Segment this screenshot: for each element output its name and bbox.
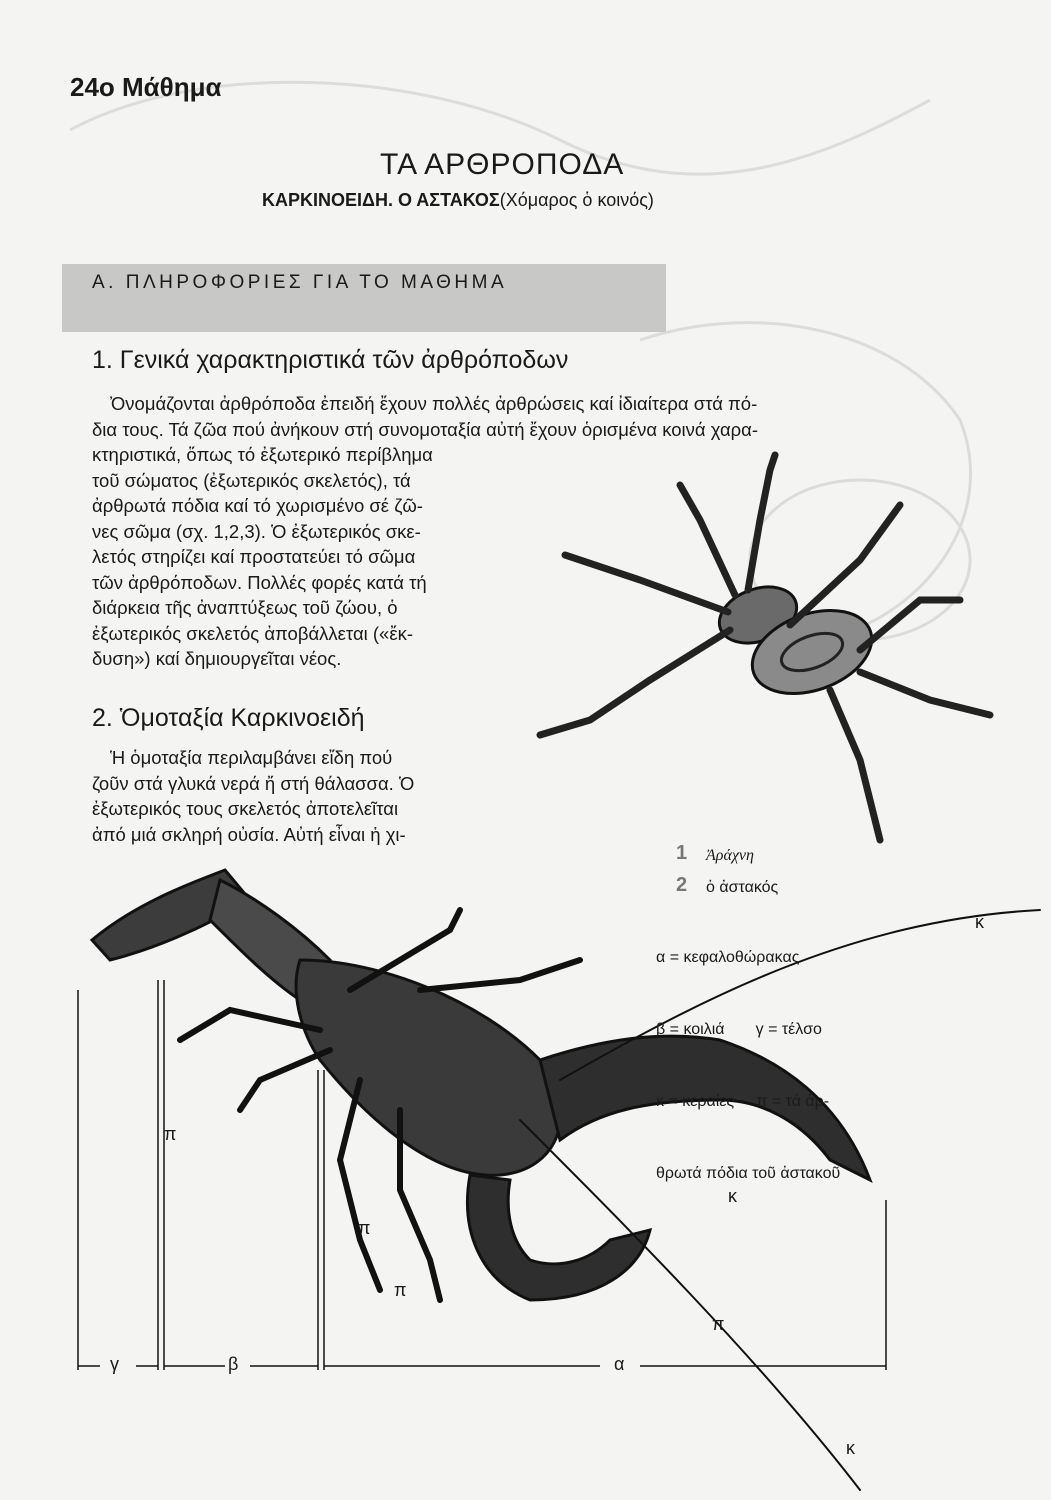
legend-line: κ = κεραίες π = τά ἀρ-	[656, 1093, 830, 1110]
legend-line: β = κοιλιά γ = τέλσο	[656, 1021, 822, 1038]
text-line: κτηριστικά, ὅπως τό ἐξωτερικό περίβλημα	[92, 444, 433, 465]
text-line: Ὀνομάζονται ἀρθρόποδα ἐπειδή ἔχουν πολλές ἀρθρώσεις καί ἰδιαίτερα στά πό-	[110, 393, 758, 414]
text-line: ἐξωτερικός σκελετός ἀποβάλλεται («ἔκ-	[92, 622, 414, 644]
text-line: ἀρθρωτά πόδια καί τό χωρισμένο σέ ζῶ-	[92, 495, 423, 516]
text-line: δια τους. Τά ζῶα πού ἀνήκουν στή συνομοταξία αὐτή ἔχουν ὁρισμένα κοινά χαρα-	[92, 418, 759, 440]
lesson-number: 24ο Μάθημα	[70, 72, 222, 102]
section-1-body	[92, 391, 972, 672]
legend-line: α = κεφαλοθώρακας	[656, 949, 800, 966]
label-kappa: κ	[975, 912, 984, 932]
label-kappa: κ	[728, 1186, 737, 1206]
label-beta: β	[228, 1354, 239, 1374]
text-line: νες σῶμα (σχ. 1,2,3). Ὁ ἐξωτερικός σκε-	[92, 520, 421, 542]
text-line: τοῦ σώματος (ἐξωτερικός σκελετός), τά	[92, 469, 411, 491]
page-title: ΤΑ ΑΡΘΡΟΠΟΔΑ	[380, 148, 625, 181]
figure-2-number: 2	[676, 874, 688, 896]
text-line: τῶν ἀρθρόποδων. Πολλές φορές κατά τή	[92, 571, 427, 593]
label-pi: π	[712, 1314, 725, 1334]
label-gamma: γ	[110, 1354, 119, 1374]
page-subtitle	[262, 190, 654, 211]
figure-1-caption: Ἀράχνη	[706, 847, 754, 864]
text-line: ἀπό μιά σκληρή οὐσία. Αὐτή εἶναι ἡ χι-	[92, 823, 406, 845]
text-line: Ἡ ὁμοταξία περιλαμβάνει εἴδη πού	[110, 747, 393, 768]
subtitle-scientific: (Χόμαρος ὁ κοινός)	[499, 190, 654, 210]
text-line: δυση») καί δημιουργεῖται νέος.	[92, 648, 342, 669]
label-pi: π	[394, 1280, 407, 1300]
label-pi: π	[358, 1218, 371, 1238]
section-a-label: Α. ΠΛΗΡΟΦΟΡΙΕΣ ΓΙΑ ΤΟ ΜΑΘΗΜΑ	[92, 272, 508, 293]
label-pi: π	[164, 1124, 177, 1144]
figure-2-legend	[656, 898, 916, 1210]
text-line: διάρκεια τῆς ἀναπτύξεως τοῦ ζώου, ὁ	[92, 597, 398, 618]
figure-1-number: 1	[676, 842, 688, 864]
section-2-heading: 2. Ὁμοταξία Καρκινοειδή	[92, 704, 365, 732]
label-kappa: κ	[846, 1438, 855, 1458]
figure-2-caption: ὁ ἀστακός	[706, 879, 779, 896]
legend-line: θρωτά πόδια τοῦ ἀστακοῦ	[656, 1165, 841, 1182]
text-line: ζοῦν στά γλυκά νερά ἤ στή θάλασσα. Ὁ	[92, 772, 415, 794]
text-line: ἐξωτερικός τους σκελετός ἀποτελεῖται	[92, 798, 399, 819]
section-2-body	[92, 745, 552, 847]
section-1-heading: 1. Γενικά χαρακτηριστικά τῶν ἀρθρόποδων	[92, 346, 569, 374]
text-line: λετός στηρίζει καί προστατεύει τό σῶμα	[92, 546, 416, 567]
subtitle-main: ΚΑΡΚΙΝΟΕΙΔΗ. Ο ΑΣΤΑΚΟΣ	[262, 190, 500, 210]
label-alpha: α	[614, 1354, 625, 1374]
